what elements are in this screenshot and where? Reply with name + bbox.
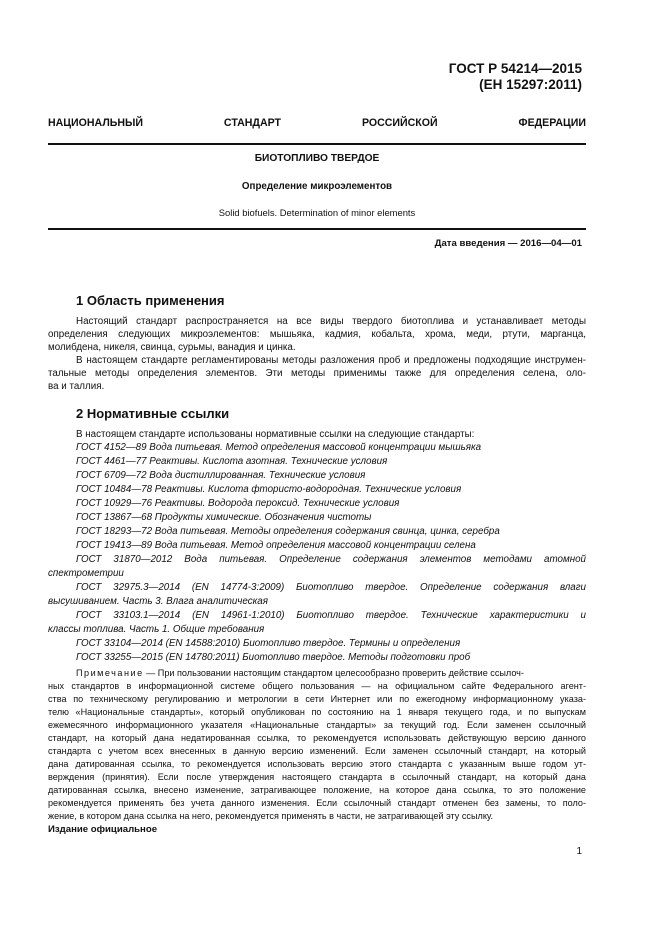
note-line: телю «Национальные стандарты», который опубликован по состоянию на 1 января текущего года, и по выпускам bbox=[48, 707, 586, 717]
reference-item-cont: классы топлива. Часть 1. Общие требования bbox=[48, 624, 265, 635]
reference-item: ГОСТ 32975.3—2014 (EN 14774-3:2009) Биотопливо твердое. Определение содержания влаги bbox=[76, 582, 586, 593]
reference-item-cont: высушиванием. Часть 3. Влага аналитическая bbox=[48, 596, 268, 607]
note-line: дана датированная ссылка, то рекомендуется использовать версию этого стандарта с указанным выше годом ут- bbox=[48, 759, 586, 769]
reference-item: ГОСТ 18293—72 Вода питьевая. Методы определения содержания свинца, цинка, серебра bbox=[76, 526, 500, 537]
paragraph-line: молибдена, никеля, свинца, сурьмы, ванадия и цинка. bbox=[48, 342, 296, 353]
reference-item: ГОСТ 4152—89 Вода питьевая. Метод определения массовой концентрации мышьяка bbox=[76, 442, 482, 453]
section-2-heading: 2 Нормативные ссылки bbox=[76, 406, 230, 421]
note-line: ных стандартов в информационной системе общего пользования — на официальном сайте Федерального агент- bbox=[48, 681, 586, 691]
note-line: ства по техническому регулированию и метрологии в сети Интернет или по ежегодному информационному указа- bbox=[48, 694, 586, 704]
note-line: стандарт, на который дана недатированная ссылка, то рекомендуется использовать действующую версию данного bbox=[48, 733, 586, 743]
reference-item: ГОСТ 13867—68 Продукты химические. Обозначения чистоты bbox=[76, 512, 372, 523]
note-line: ежемесячного информационного указателя «Национальные стандарты» за текущий год. Если заменен ссылочный bbox=[48, 720, 586, 730]
standard-code: ГОСТ Р 54214—2015 bbox=[448, 61, 582, 76]
top-rule bbox=[48, 143, 586, 145]
paragraph-line: В настоящем стандарте регламентированы методы разложения проб и предложены подходящие инструмен- bbox=[76, 355, 586, 366]
reference-item: ГОСТ 19413—89 Вода питьевая. Метод определения массовой концентрации селена bbox=[76, 540, 476, 551]
references-intro: В настоящем стандарте использованы нормативные ссылки на следующие стандарты: bbox=[76, 429, 475, 440]
note-line: рекомендуется применять без учета данного изменения. Если ссылочный стандарт отменен без замены, то поло- bbox=[48, 798, 586, 808]
paragraph-line: Настоящий стандарт распространяется на все виды твердого биотоплива и устанавливает методы bbox=[76, 316, 586, 327]
document-title: БИОТОПЛИВО ТВЕРДОЕ bbox=[254, 153, 380, 164]
paragraph-line: ва и таллия. bbox=[48, 381, 105, 392]
note-first-text: — При пользовании настоящим стандартом целесообразно проверить действие ссылоч- bbox=[143, 668, 524, 678]
reference-item: ГОСТ 10929—76 Реактивы. Водорода пероксид. Технические условия bbox=[76, 498, 400, 509]
reference-item: ГОСТ 4461—77 Реактивы. Кислота азотная. Технические условия bbox=[76, 456, 388, 467]
reference-item: ГОСТ 10484—78 Реактивы. Кислота фтористо-водородная. Технические условия bbox=[76, 484, 462, 495]
reference-item: ГОСТ 33103.1—2014 (EN 14961-1:2010) Биотопливо твердое. Технические характеристики и bbox=[76, 610, 586, 621]
reference-item-cont: спектрометрии bbox=[48, 568, 124, 579]
english-title: Solid biofuels. Determination of minor elements bbox=[218, 207, 416, 218]
note-line: датированная ссылка, внесено изменение, затрагивающее положение, на которое дана ссылка, то это положение bbox=[48, 785, 586, 795]
reference-item: ГОСТ 33104—2014 (EN 14588:2010) Биотопливо твердое. Термины и определения bbox=[76, 638, 461, 649]
reference-item: ГОСТ 6709—72 Вода дистиллированная. Технические условия bbox=[76, 470, 366, 481]
reference-item: ГОСТ 33255—2015 (EN 14780:2011) Биотопливо твердое. Методы подготовки проб bbox=[76, 652, 471, 663]
standard-code-en: (ЕН 15297:2011) bbox=[479, 77, 582, 92]
section-1-heading: 1 Область применения bbox=[76, 293, 225, 308]
official-edition: Издание официальное bbox=[48, 824, 158, 835]
paragraph-line: определения следующих микроэлементов: мышьяка, кадмия, кобальта, хрома, меди, ртути, марганца, bbox=[48, 329, 586, 340]
national-standard-heading: НАЦИОНАЛЬНЫЙ СТАНДАРТ РОССИЙСКОЙ ФЕДЕРАЦИИ bbox=[48, 117, 586, 129]
note-first-line bbox=[76, 667, 586, 680]
intro-date: Дата введения — 2016—04—01 bbox=[434, 238, 582, 249]
page-number: 1 bbox=[576, 846, 582, 857]
note-label: Примечание bbox=[76, 668, 144, 678]
bottom-title-rule bbox=[48, 228, 586, 230]
reference-item: ГОСТ 31870—2012 Вода питьевая. Определение содержания элементов методами атомной bbox=[76, 554, 586, 565]
note-line: стандарта с учетом всех внесенных в данную версию изменений. Если заменен ссылочный стандарт, на который bbox=[48, 746, 586, 756]
note-line: верждения (принятия). Если после утверждения настоящего стандарта в ссылочный стандарт, на который дана bbox=[48, 772, 586, 782]
paragraph-line: тальные методы определения элементов. Эти методы применимы также для определения селена, оло- bbox=[48, 368, 586, 379]
document-subtitle: Определение микроэлементов bbox=[241, 181, 393, 192]
note-line: жение, в котором дана ссылка на него, рекомендуется применять в части, не затрагивающей эту ссылку. bbox=[48, 811, 494, 821]
